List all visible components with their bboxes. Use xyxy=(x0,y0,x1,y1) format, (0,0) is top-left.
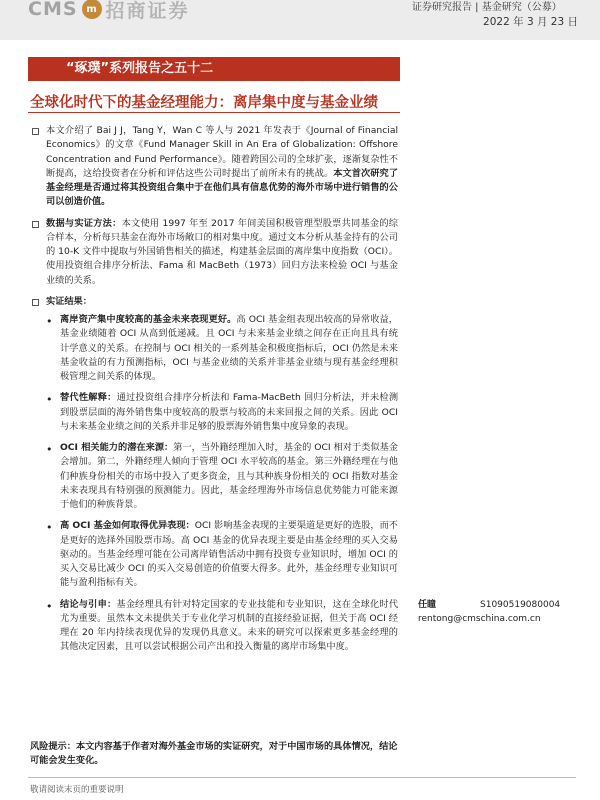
analyst-info xyxy=(418,598,560,627)
analyst-row xyxy=(418,598,560,612)
risk-text: 本文内容基于作者对海外基金市场的实证研究，对于中国市场的具体情况，结论可能会发生变化。 xyxy=(30,741,398,767)
data-method-text: 本文使用 1997 年至 2017 年间美国积极管理型股票共同基金的综合样本，分析每只基金在海外市场敞口的相对集中度。通过文本分析从基金持有的公司的 10-K 文件中提取与外国销售相关的描述，构建基金层面的离岸集中度指数（OCI）。使用投资组合排序分析法、Fama 和 MacBeth（1973）回归方法来检验 OCI 与基金业绩的关系。 xyxy=(46,217,398,286)
result-text: 通过投资组合排序分析法和 Fama-MacBeth 回归分析法，并未检测到股票层面的海外销售集中度较高的股票与较高的未来回报之间的关系。因此 OCI 与未来基金业绩之间的关系并非足够的股票海外销售集中度异象的表现。 xyxy=(60,392,399,432)
footer-divider xyxy=(28,777,576,778)
results-heading xyxy=(30,295,398,309)
risk-warning xyxy=(30,740,400,769)
bullet-dot-icon: • xyxy=(46,315,53,328)
result-text: 第一，当外籍经理加入时，基金的 OCI 相对于类似基金会增加。第二，外籍经理人倾向于管理 OCI 水平较高的基金。第三外籍经理在与他们种族身份相关的市场中投入了更多资金，且与其种族身份相关的 OCI 指数对基金未来表现具有特别强的预测能力。因此，基金经理海外市场信息优势能力可能来源于他们的种族背景。 xyxy=(60,442,398,510)
result-label: 替代性解释： xyxy=(60,392,117,404)
intro-bold-text: 本文首次研究了基金经理是否通过将其投资组合集中于在他们具有信息优势的海外市场中进行销售的公司以创造价值。 xyxy=(46,167,399,208)
title-divider xyxy=(28,112,400,113)
bullet-dot-icon: • xyxy=(46,443,53,456)
square-bullet-icon xyxy=(32,299,39,306)
bullet-dot-icon: • xyxy=(46,393,53,407)
result-label: OCI 相关能力的潜在来源： xyxy=(60,442,174,453)
report-type: 证券研究报告 | 基金研究（公募） xyxy=(412,2,562,13)
result-item xyxy=(30,519,398,590)
risk-label: 风险提示： xyxy=(30,741,76,752)
data-method-label: 数据与实证方法： xyxy=(46,217,122,229)
result-label: 结论与引申： xyxy=(60,598,117,610)
logo-en: CMS xyxy=(28,0,78,20)
footnote: 敬请阅读末页的重要说明 xyxy=(30,785,124,795)
intro-section xyxy=(30,124,398,210)
logo-cn: 招商证券 xyxy=(105,0,190,22)
result-item xyxy=(30,313,398,384)
bullet-dot-icon: • xyxy=(46,599,53,613)
result-text: OCI 影响基金表现的主要渠道是更好的选股，而不是更好的选择外国股票市场。高 OCI 基金的优异表现主要是由基金经理的买入交易驱动的。当基金经理可能在公司离岸销售活动中拥有投资专业知识时，增加 OCI 的买入交易比减少 OCI 的买入交易创造的价值要大得多。此外，基金经理专业知识可能与盈利指标有关。 xyxy=(60,520,398,589)
page-title: 全球化时代下的基金经理能力：离岸集中度与基金业绩 xyxy=(30,95,378,111)
result-label: 离岸资产集中度较高的基金未来表现更好。 xyxy=(60,314,237,325)
analyst-license: S1090519080004 xyxy=(480,600,561,610)
company-logo xyxy=(28,0,190,22)
analyst-name: 任瞳 xyxy=(418,600,437,610)
result-text: 基金经理具有针对特定国家的专业技能和专业知识，这在全球化时代尤为重要。虽然本文未提供关于专业化学习机制的直接经验证据，但关于高 OCI 经理在 20 年内持续表现优异的发现仍具意义。未来的研究可以探索更多基金经理的其他决定因素，且可以尝试根据公司产出和投入衡量的离岸市场集中度。 xyxy=(60,598,399,653)
result-item xyxy=(30,391,398,434)
analyst-email[interactable]: rentong@cmschina.com.cn xyxy=(418,614,541,625)
result-label: 高 OCI 基金如何取得优异表现： xyxy=(60,520,195,532)
report-date: 2022 年 3 月 23 日 xyxy=(483,16,578,28)
summary-body xyxy=(30,124,398,662)
logo-mark-icon: m xyxy=(82,0,102,19)
square-bullet-icon xyxy=(32,221,39,228)
result-text: 高 OCI 基金组表现出较高的异常收益，基金业绩随着 OCI 从高到低递减。且 OCI 与未来基金业绩之间存在正向且具有统计学意义的关系。在控制与 OCI 相关的一系列基金积极度指标后，OCI 仍然是未来基金收益的有力预测指标，OCI 与基金业绩的关系并非基金业绩与现有基金经理积极管理之间关系的体现。 xyxy=(60,314,398,382)
result-item xyxy=(30,598,398,655)
data-method-section xyxy=(30,217,398,288)
result-item xyxy=(30,441,398,512)
bullet-dot-icon: • xyxy=(46,521,53,535)
series-banner: “琢璞”系列报告之五十二 xyxy=(28,57,400,81)
intro-text: 本文介绍了 Bai J J，Tang Y，Wan C 等人与 2021 年发表于《Journal of Financial Economics》的文章《Fund Manager Skill in An Era of Globalization: Offshore Concentration and Fund Performance》。随着跨国公司的全球扩张，逐渐复杂性不断提高，这给投资者在分析和评估这些公司时提出了前所未有的挑战。 xyxy=(46,125,398,179)
square-bullet-icon xyxy=(32,128,39,135)
results-label: 实证结果： xyxy=(46,295,92,307)
